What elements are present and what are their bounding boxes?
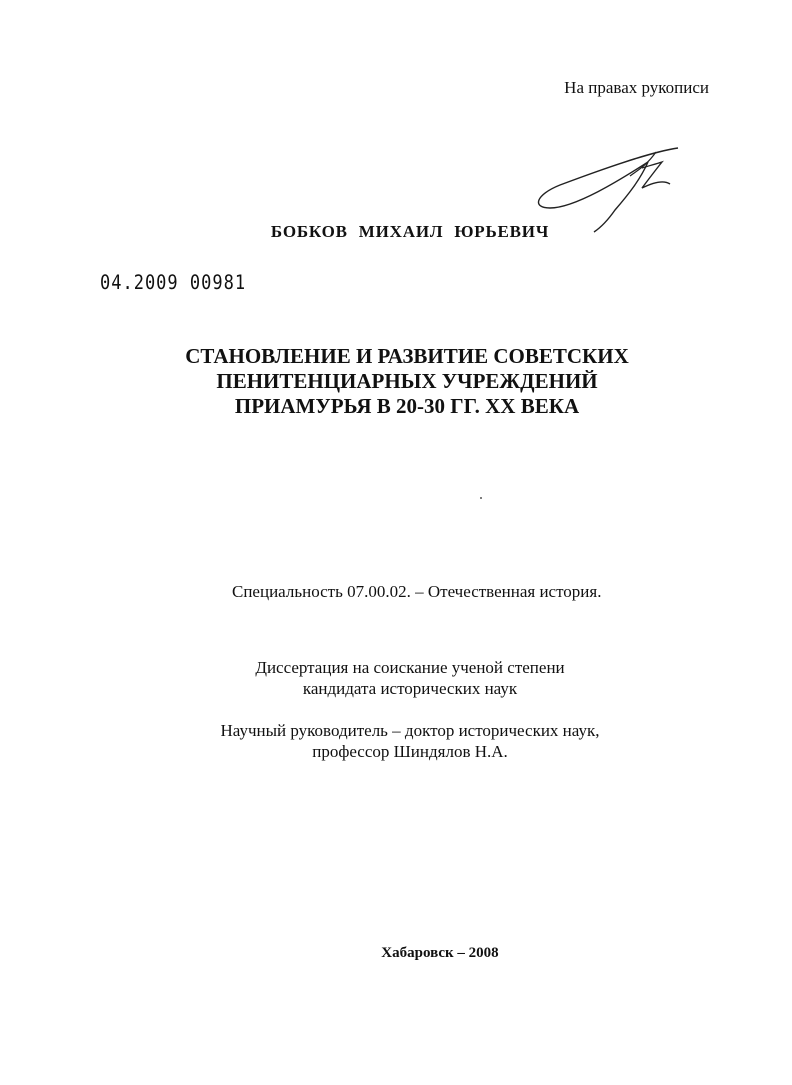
dissertation-degree — [0, 657, 792, 699]
registration-stamp: 04.2009 00981 — [100, 271, 247, 295]
degree-line: кандидата исторических наук — [302, 679, 518, 698]
title-line: СТАНОВЛЕНИЕ И РАЗВИТИЕ СОВЕТСКИХ — [185, 344, 629, 368]
title-line: ПЕНИТЕНЦИАРНЫХ УЧРЕЖДЕНИЙ — [216, 369, 598, 393]
signature-icon — [530, 140, 685, 235]
degree-line: Диссертация на соискание ученой степени — [255, 658, 565, 677]
city-year: Хабаровск – 2008 — [381, 945, 499, 961]
specialty-line: Специальность 07.00.02. – Отечественная история. — [232, 582, 602, 601]
dissertation-title — [0, 344, 792, 419]
advisor-line: профессор Шиндялов Н.А. — [312, 742, 508, 761]
scan-speck — [480, 497, 482, 499]
scientific-advisor — [0, 720, 792, 762]
advisor-line: Научный руководитель – доктор исторических наук, — [220, 721, 600, 740]
title-line: ПРИАМУРЬЯ В 20-30 ГГ. XX ВЕКА — [234, 394, 580, 418]
author-name: БОБКОВ МИХАИЛ ЮРЬЕВИЧ — [270, 222, 550, 241]
manuscript-rights-note: На правах рукописи — [564, 78, 709, 97]
